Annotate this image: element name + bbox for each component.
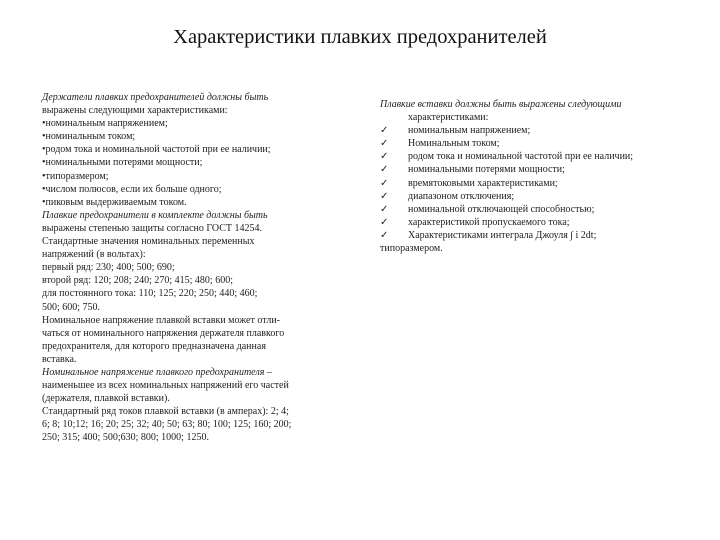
left-column-line: 250; 315; 400; 500;630; 800; 1000; 1250. xyxy=(42,432,209,444)
checklist-item xyxy=(380,124,700,137)
checklist-item xyxy=(380,216,700,229)
checkmark-icon: ✓ xyxy=(380,151,389,163)
checklist-item xyxy=(380,229,700,242)
left-column-line: (держателя, плавкой вставки). xyxy=(42,393,170,405)
checklist-item-label: номинальными потерями мощности; xyxy=(408,164,565,176)
left-column-line: вставка. xyxy=(42,353,77,365)
fuse-link-list xyxy=(380,124,700,242)
left-column-line: •родом тока и номинальной частотой при ее наличии; xyxy=(42,144,271,156)
checkmark-icon: ✓ xyxy=(380,125,389,137)
left-column-line: •числом полюсов, если их больше одного; xyxy=(42,183,222,195)
fuse-link-characteristics xyxy=(380,98,700,255)
left-column-line: Плавкие предохранители в комплекте должны быть xyxy=(42,209,268,221)
fuse-link-intro: Плавкие вставки должны быть выражены следующими xyxy=(380,99,622,110)
checkmark-icon: ✓ xyxy=(380,177,389,189)
checklist-item xyxy=(380,190,700,203)
fuse-link-intro-cont: характеристиками: xyxy=(408,112,489,124)
left-column-line: чаться от номинального напряжения держателя плавкого xyxy=(42,327,285,339)
left-column-line: •номинальным током; xyxy=(42,131,136,143)
left-column-line: наименьшее из всех номинальных напряжений его частей xyxy=(42,380,289,392)
left-column-line: Стандартные значения номинальных переменных xyxy=(42,236,255,248)
checkmark-icon: ✓ xyxy=(380,190,389,202)
left-column-line: Держатели плавких предохранителей должны быть xyxy=(42,92,269,103)
left-column-line: напряжений (в вольтах): xyxy=(42,249,146,261)
left-column-line: •номинальными потерями мощности; xyxy=(42,157,203,169)
checklist-item xyxy=(380,150,700,163)
checklist-item xyxy=(380,137,700,150)
checklist-item-label: времятоковыми характеристиками; xyxy=(408,177,558,189)
left-column-line: •номинальным напряжением; xyxy=(42,118,168,130)
checkmark-icon: ✓ xyxy=(380,138,389,150)
left-column-line: выражены следующими характеристиками: xyxy=(42,105,228,117)
checklist-item xyxy=(380,163,700,176)
checkmark-icon: ✓ xyxy=(380,216,389,228)
checklist-item-label: номинальной отключающей способностью; xyxy=(408,203,595,215)
fuse-link-outro: типоразмером. xyxy=(380,243,443,255)
left-column-line: 6; 8; 10;12; 16; 20; 25; 32; 40; 50; 63; 80; 100; 125; 160; 200; xyxy=(42,419,292,431)
checklist-item xyxy=(380,177,700,190)
checkmark-icon: ✓ xyxy=(380,203,389,215)
left-column-line: второй ряд: 120; 208; 240; 270; 415; 480; 600; xyxy=(42,275,233,287)
checkmark-icon: ✓ xyxy=(380,164,389,176)
checkmark-icon: ✓ xyxy=(380,229,389,241)
left-column-line: выражены степенью защиты согласно ГОСТ 14254. xyxy=(42,222,263,234)
page-title: Характеристики плавких предохранителей xyxy=(173,26,547,48)
left-column-line: первый ряд: 230; 400; 500; 690; xyxy=(42,262,175,274)
checklist-item-label: Характеристиками интеграла Джоуля ∫ i 2dt; xyxy=(408,229,597,241)
left-column-line: Номинальное напряжение плавкого предохранителя – xyxy=(42,366,272,378)
left-column-line: для постоянного тока: 110; 125; 220; 250; 440; 460; xyxy=(42,288,258,300)
left-column-line: •пиковым выдерживаемым током. xyxy=(42,196,187,208)
left-column-line: предохранителя, для которого предназначена данная xyxy=(42,340,266,352)
left-column-line: Стандартный ряд токов плавкой вставки (в амперах): 2; 4; xyxy=(42,406,289,418)
checklist-item xyxy=(380,203,700,216)
checklist-item-label: Номинальным током; xyxy=(408,138,500,150)
checklist-item-label: номинальным напряжением; xyxy=(408,125,531,137)
left-column-line: 500; 600; 750. xyxy=(42,301,101,313)
left-column-line: •типоразмером; xyxy=(42,170,109,182)
checklist-item-label: родом тока и номинальной частотой при ее наличии; xyxy=(408,151,634,163)
checklist-item-label: характеристикой пропускаемого тока; xyxy=(408,216,570,228)
left-column-line: Номинальное напряжение плавкой вставки может отли- xyxy=(42,314,281,326)
fuse-holder-characteristics xyxy=(42,91,352,445)
checklist-item-label: диапазоном отключения; xyxy=(408,190,515,202)
